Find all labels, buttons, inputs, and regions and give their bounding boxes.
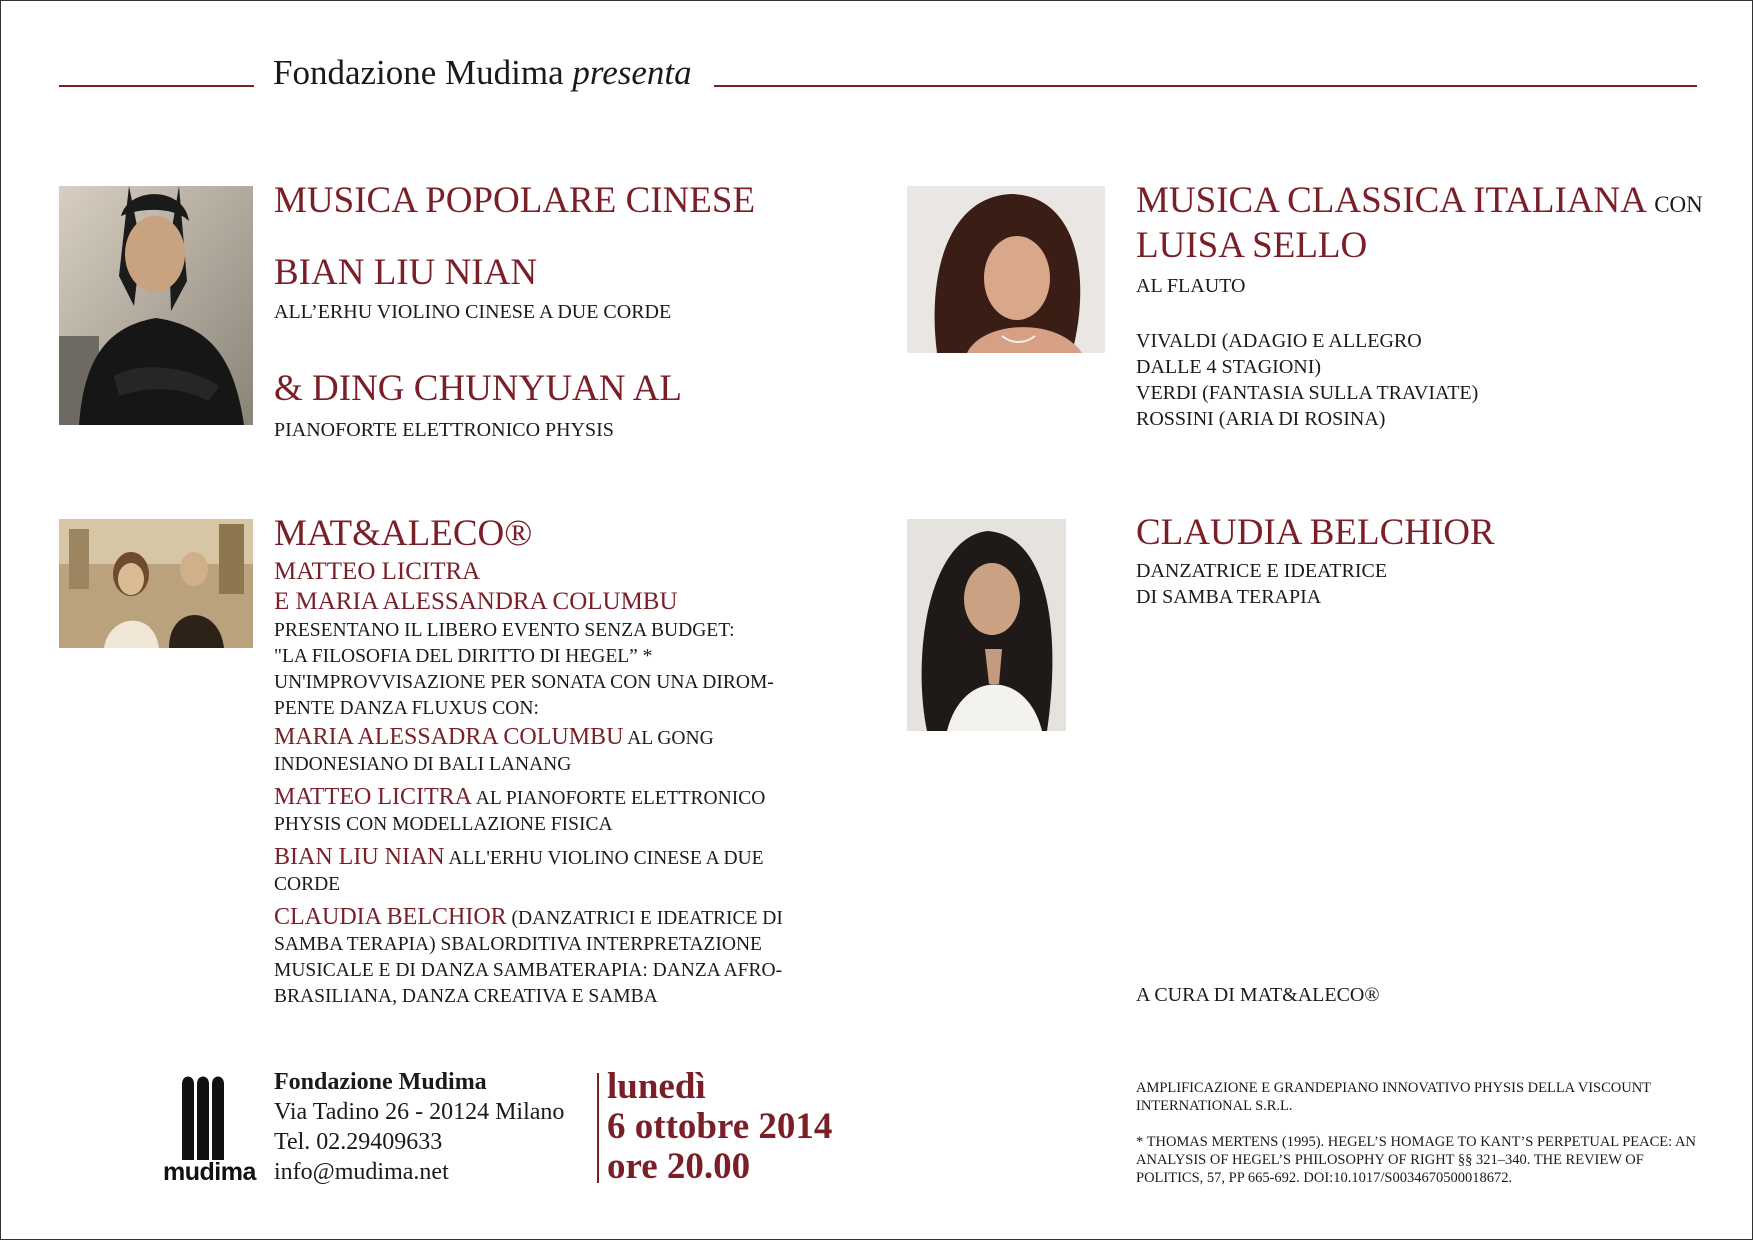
credit-desc-bian: ALL'ERHU VIOLINO CINESE A DUE — [444, 848, 764, 869]
header-rule-right — [714, 85, 1697, 87]
footnotes — [1136, 1079, 1696, 1187]
event3-closing-3: BRASILIANA, DANZA CREATIVA E SAMBA — [274, 986, 658, 1007]
event-date — [607, 1067, 832, 1187]
note-reference: * THOMAS MERTENS (1995). HEGEL’S HOMAGE TO KANT’S PERPETUAL PEACE: AN ANALYSIS OF HEGEL’S PHILOSOPHY OF RIGHT §§ 321–340. THE REVIEW OF POLITICS, 57, PP 665-692. DOI:10.1017/S0034670500018672. — [1136, 1134, 1696, 1186]
event2-instrument: AL FLAUTO — [1136, 275, 1246, 297]
curated-by: A CURA DI MAT&ALECO® — [1136, 984, 1380, 1006]
event3-closing-1: SAMBA TERAPIA) SBALORDITIVA INTERPRETAZIONE — [274, 934, 762, 955]
event2-con: CON — [1654, 192, 1703, 217]
event3-title: MAT&ALECO® — [274, 513, 533, 554]
event3-intro-4: PENTE DANZA FLUXUS CON: — [274, 698, 539, 719]
mudima-logo — [161, 1072, 256, 1187]
event-time: ore 20.00 — [607, 1146, 751, 1187]
event4-desc1: DANZATRICE E IDEATRICE — [1136, 560, 1388, 582]
event1-performer2-desc: PIANOFORTE ELETTRONICO PHYSIS — [274, 419, 614, 441]
event1-performer1-desc: ALL’ERHU VIOLINO CINESE A DUE CORDE — [274, 301, 672, 323]
event2-program-4: ROSSINI (ARIA DI ROSINA) — [1136, 408, 1386, 430]
credit-cont-columbu: INDONESIANO DI BALI LANANG — [274, 754, 572, 775]
header-presenta: presenta — [572, 53, 692, 92]
credit-desc-licitra: AL PIANOFORTE ELETTRONICO — [471, 788, 766, 809]
photo-bian-liu-nian — [59, 186, 253, 425]
photo-luisa-sello — [907, 186, 1105, 353]
event1-title: MUSICA POPOLARE CINESE — [274, 180, 756, 221]
photo-claudia-belchior — [907, 519, 1066, 731]
mudima-logo-text: mudima — [163, 1158, 256, 1186]
header-organization: Fondazione Mudima — [273, 53, 564, 92]
event3-credit-1 — [274, 724, 714, 778]
event3-intro-3: UN'IMPROVVISAZIONE PER SONATA CON UNA DIROM- — [274, 672, 774, 693]
credit-cont-licitra: PHYSIS CON MODELLAZIONE FISICA — [274, 814, 613, 835]
credit-name-columbu: MARIA ALESSADRA COLUMBU — [274, 724, 624, 750]
event2-program-2: DALLE 4 STAGIONI) — [1136, 356, 1322, 378]
footer-name: Fondazione Mudima — [274, 1069, 487, 1095]
event2-program-3: VERDI (FANTASIA SULLA TRAVIATE) — [1136, 382, 1479, 404]
footer-divider — [597, 1073, 599, 1183]
event3-intro-1: PRESENTANO IL LIBERO EVENTO SENZA BUDGET: — [274, 620, 735, 641]
event-day: lunedì — [607, 1066, 706, 1107]
credit-name-belchior: CLAUDIA BELCHIOR — [274, 904, 507, 930]
event1-performer2: & DING CHUNYUAN AL — [274, 368, 683, 409]
footer-phone: Tel. 02.29409633 — [274, 1129, 443, 1155]
header-title — [273, 53, 692, 93]
event3-credit-3 — [274, 844, 764, 898]
footer-email[interactable]: info@mudima.net — [274, 1159, 449, 1185]
event3-closing-2: MUSICALE E DI DANZA SAMBATERAPIA: DANZA AFRO- — [274, 960, 783, 981]
event3-names-line2: E MARIA ALESSANDRA COLUMBU — [274, 588, 678, 615]
credit-name-licitra: MATTEO LICITRA — [274, 784, 472, 810]
note-amplification: AMPLIFICAZIONE E GRANDEPIANO INNOVATIVO PHYSIS DELLA VISCOUNT INTERNATIONAL S.R.L. — [1136, 1080, 1651, 1114]
header-rule-left — [59, 85, 254, 87]
event-date-text: 6 ottobre 2014 — [607, 1106, 833, 1147]
event3-credit-4 — [274, 904, 783, 1010]
event3-intro-2: "LA FILOSOFIA DEL DIRITTO DI HEGEL” * — [274, 646, 653, 667]
photo-mat-aleco — [59, 519, 253, 648]
event3-credit-2 — [274, 784, 765, 838]
event3-names-line1: MATTEO LICITRA — [274, 558, 481, 585]
event4-desc2: DI SAMBA TERAPIA — [1136, 586, 1322, 608]
footer-address: Via Tadino 26 - 20124 Milano — [274, 1099, 565, 1125]
event1-performer1: BIAN LIU NIAN — [274, 252, 538, 293]
credit-desc-belchior: (DANZATRICI E IDEATRICE DI — [506, 908, 783, 929]
event2-program-1: VIVALDI (ADAGIO E ALLEGRO — [1136, 330, 1422, 352]
event2-title: MUSICA CLASSICA ITALIANA — [1136, 180, 1645, 221]
event4-title: CLAUDIA BELCHIOR — [1136, 512, 1495, 553]
footer-contact — [274, 1067, 564, 1187]
event2-title-line — [1136, 179, 1703, 227]
event3-intro — [274, 618, 774, 722]
credit-desc-columbu: AL GONG — [623, 728, 714, 749]
credit-cont-bian: CORDE — [274, 874, 341, 895]
event2-performer: LUISA SELLO — [1136, 225, 1368, 266]
credit-name-bian: BIAN LIU NIAN — [274, 844, 445, 870]
